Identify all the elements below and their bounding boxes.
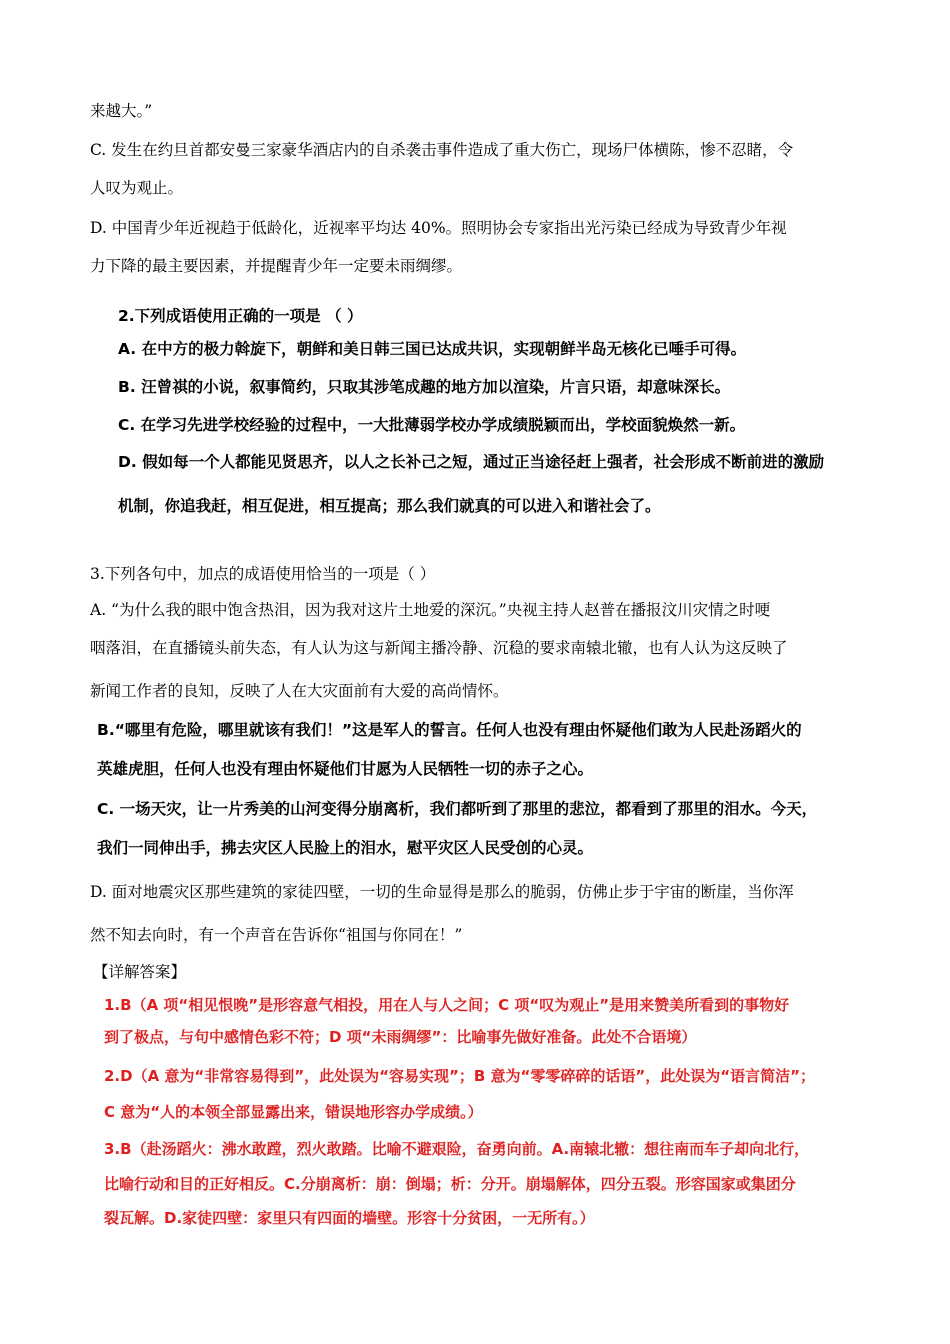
answer-1-line1: 1.B（A 项“相见恨晚”是形容意气相投，用在人与人之间；C 项“叹为观止”是用来赞美所看到的事物好 bbox=[104, 996, 790, 1014]
answer-3-line2: 比喻行动和目的正好相反。C.分崩离析：崩：倒塌；析：分开。崩塌解体，四分五裂。形容国家或集团分 bbox=[104, 1175, 796, 1193]
q3-option-d-line2: 然不知去向时，有一个声音在告诉你“祖国与你同在！” bbox=[90, 926, 463, 944]
q1-option-d-line2: 力下降的最主要因素，并提醒青少年一定要未雨绸缪。 bbox=[90, 257, 463, 275]
answer-2-line2: C 意为“人的本领全部显露出来，错误地形容办学成绩。） bbox=[104, 1103, 483, 1121]
q3-option-b-line1: B.“哪里有危险，哪里就该有我们！”这是军人的誓言。任何人也没有理由怀疑他们敢为人民赴汤蹈火的 bbox=[97, 721, 802, 739]
answer-3-line1: 3.B（赴汤蹈火：沸水敢蹚，烈火敢踏。比喻不避艰险，奋勇向前。A.南辕北辙：想往南而车子却向北行， bbox=[104, 1140, 810, 1158]
q3-option-a-line1: A. “为什么我的眼中饱含热泪，因为我对这片土地爱的深沉。”央视主持人赵普在播报汶川灾情之时哽 bbox=[90, 601, 771, 619]
q1-option-d-line1: D. 中国青少年近视趋于低龄化，近视率平均达 40%。照明协会专家指出光污染已经成为导致青少年视 bbox=[90, 219, 787, 237]
answer-2-line1: 2.D（A 意为“非常容易得到”，此处误为“容易实现”；B 意为“零零碎碎的话语”，此处误为“语言简洁”； bbox=[104, 1067, 815, 1085]
answer-3-line3: 裂瓦解。D.家徒四壁：家里只有四面的墙壁。形容十分贫困，一无所有。） bbox=[104, 1209, 595, 1227]
answer-1-line2: 到了极点，与句中感情色彩不符；D 项“未雨绸缪”：比喻事先做好准备。此处不合语境） bbox=[104, 1028, 697, 1046]
q2-option-a: A. 在中方的极力斡旋下，朝鲜和美日韩三国已达成共识，实现朝鲜半岛无核化已唾手可得。 bbox=[118, 340, 747, 358]
q3-option-c-line2: 我们一同伸出手，拂去灾区人民脸上的泪水，慰平灾区人民受创的心灵。 bbox=[97, 839, 594, 857]
q3-option-b-line2: 英雄虎胆，任何人也没有理由怀疑他们甘愿为人民牺牲一切的赤子之心。 bbox=[97, 760, 594, 778]
q3-option-d-line1: D. 面对地震灾区那些建筑的家徒四壁，一切的生命显得是那么的脆弱，仿佛止步于宇宙的断崖，当你浑 bbox=[90, 883, 794, 901]
q3-option-c-line1: C. 一场天灾，让一片秀美的山河变得分崩离析，我们都听到了那里的悲泣，都看到了那里的泪水。今天， bbox=[97, 800, 818, 818]
q2-stem: 2.下列成语使用正确的一项是 （ ） bbox=[118, 307, 363, 325]
q1-option-c-line1: C. 发生在约旦首都安曼三家豪华酒店内的自杀袭击事件造成了重大伤亡，现场尸体横陈，惨不忍睹，令 bbox=[90, 141, 794, 159]
q3-stem: 3.下列各句中，加点的成语使用恰当的一项是（ ） bbox=[90, 565, 436, 583]
q2-option-d-line1: D. 假如每一个人都能见贤思齐，以人之长补己之短，通过正当途径赶上强者，社会形成不断前进的激励 bbox=[118, 453, 825, 471]
q1-option-c-line2: 人叹为观止。 bbox=[90, 179, 184, 197]
q2-option-d-line2: 机制，你追我赶，相互促进，相互提高；那么我们就真的可以进入和谐社会了。 bbox=[118, 497, 661, 515]
q3-option-a-line3: 新闻工作者的良知，反映了人在大灾面前有大爱的高尚情怀。 bbox=[90, 682, 509, 700]
q3-option-a-line2: 咽落泪，在直播镜头前失态，有人认为这与新闻主播冷静、沉稳的要求南辕北辙，也有人认为这反映了 bbox=[90, 639, 788, 657]
q1-text-line: 来越大。” bbox=[90, 102, 153, 120]
answer-header: 【详解答案】 bbox=[93, 963, 187, 981]
q2-option-b: B. 汪曾祺的小说，叙事简约，只取其涉笔成趣的地方加以渲染，片言只语，却意味深长。 bbox=[118, 378, 731, 396]
q2-option-c: C. 在学习先进学校经验的过程中，一大批薄弱学校办学成绩脱颖而出，学校面貌焕然一新。 bbox=[118, 416, 746, 434]
